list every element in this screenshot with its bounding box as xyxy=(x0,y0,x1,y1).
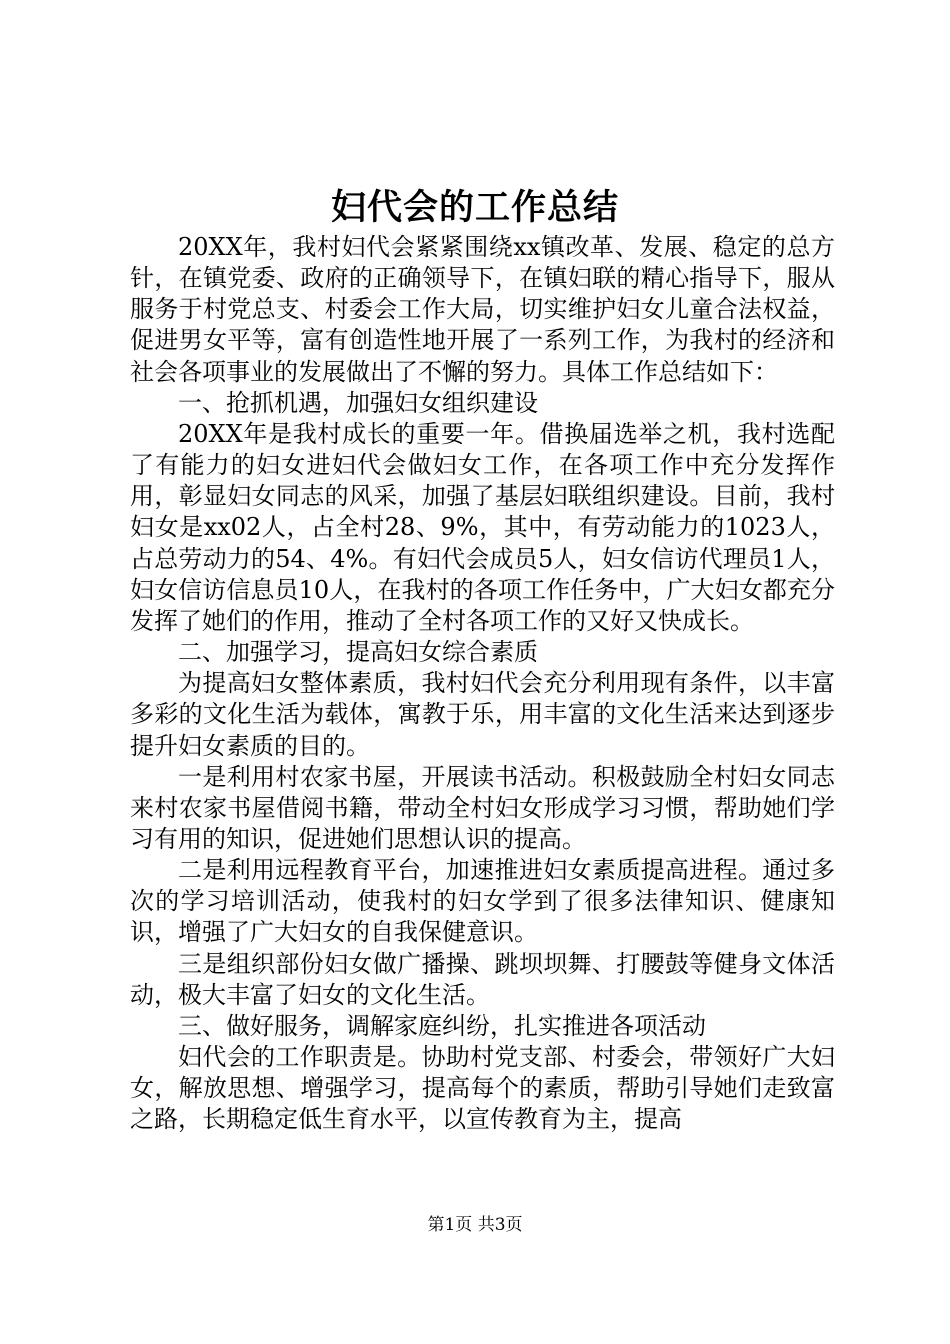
paragraph-duties: 妇代会的工作职责是。协助村党支部、村委会，带领好广大妇女，解放思想、增强学习，提高每个的素质，帮助引导她们走致富之路，长期稳定低生育水平，以宣传教育为主，提高 xyxy=(130,1043,835,1134)
section-heading-1: 一、抢抓机遇，加强妇女组织建设 xyxy=(178,388,538,417)
document-body xyxy=(130,232,835,1136)
paragraph-organization: 20XX年是我村成长的重要一年。借换届选举之机，我村选配了有能力的妇女进妇代会做妇女工作，在各项工作中充分发挥作用，彰显妇女同志的风采，加强了基层妇联组织建设。目前，我村妇女是xx02人，占全村28、9%，其中，有劳动能力的1023人，占总劳动力的54、4%。有妇代会成员5人，妇女信访代理员1人，妇女信访信息员10人，在我村的各项工作任务中，广大妇女都充分发挥了她们的作用，推动了全村各项工作的又好又快成长。 xyxy=(130,419,835,635)
document-title: 妇代会的工作总结 xyxy=(330,187,619,228)
section-heading-2: 二、加强学习，提高妇女综合素质 xyxy=(178,638,538,667)
section-heading-3: 三、做好服务，调解家庭纠纷，扎实推进各项活动 xyxy=(178,1011,706,1040)
paragraph-remote-education: 二是利用远程教育平台，加速推进妇女素质提高进程。通过多次的学习培训活动，使我村的妇女学到了很多法律知识、健康知识，增强了广大妇女的自我保健意识。 xyxy=(130,856,835,947)
paragraph-study: 为提高妇女整体素质，我村妇代会充分利用现有条件，以丰富多彩的文化生活为载体，寓教于乐，用丰富的文化生活来达到逐步提升妇女素质的目的。 xyxy=(130,669,835,760)
paragraph-intro: 20XX年，我村妇代会紧紧围绕xx镇改革、发展、稳定的总方针，在镇党委、政府的正确领导下，在镇妇联的精心指导下，服从服务于村党总支、村委会工作大局，切实维护妇女儿童合法权益，促进男女平等，富有创造性地开展了一系列工作，为我村的经济和社会各项事业的发展做出了不懈的努力。具体工作总结如下： xyxy=(130,233,835,386)
paragraph-reading: 一是利用村农家书屋，开展读书活动。积极鼓励全村妇女同志来村农家书屋借阅书籍，带动全村妇女形成学习习惯，帮助她们学习有用的知识，促进她们思想认识的提高。 xyxy=(130,762,835,853)
page-footer: 第1页 共3页 xyxy=(427,1215,523,1235)
paragraph-fitness: 三是组织部份妇女做广播操、跳坝坝舞、打腰鼓等健身文体活动，极大丰富了妇女的文化生活。 xyxy=(130,949,835,1009)
